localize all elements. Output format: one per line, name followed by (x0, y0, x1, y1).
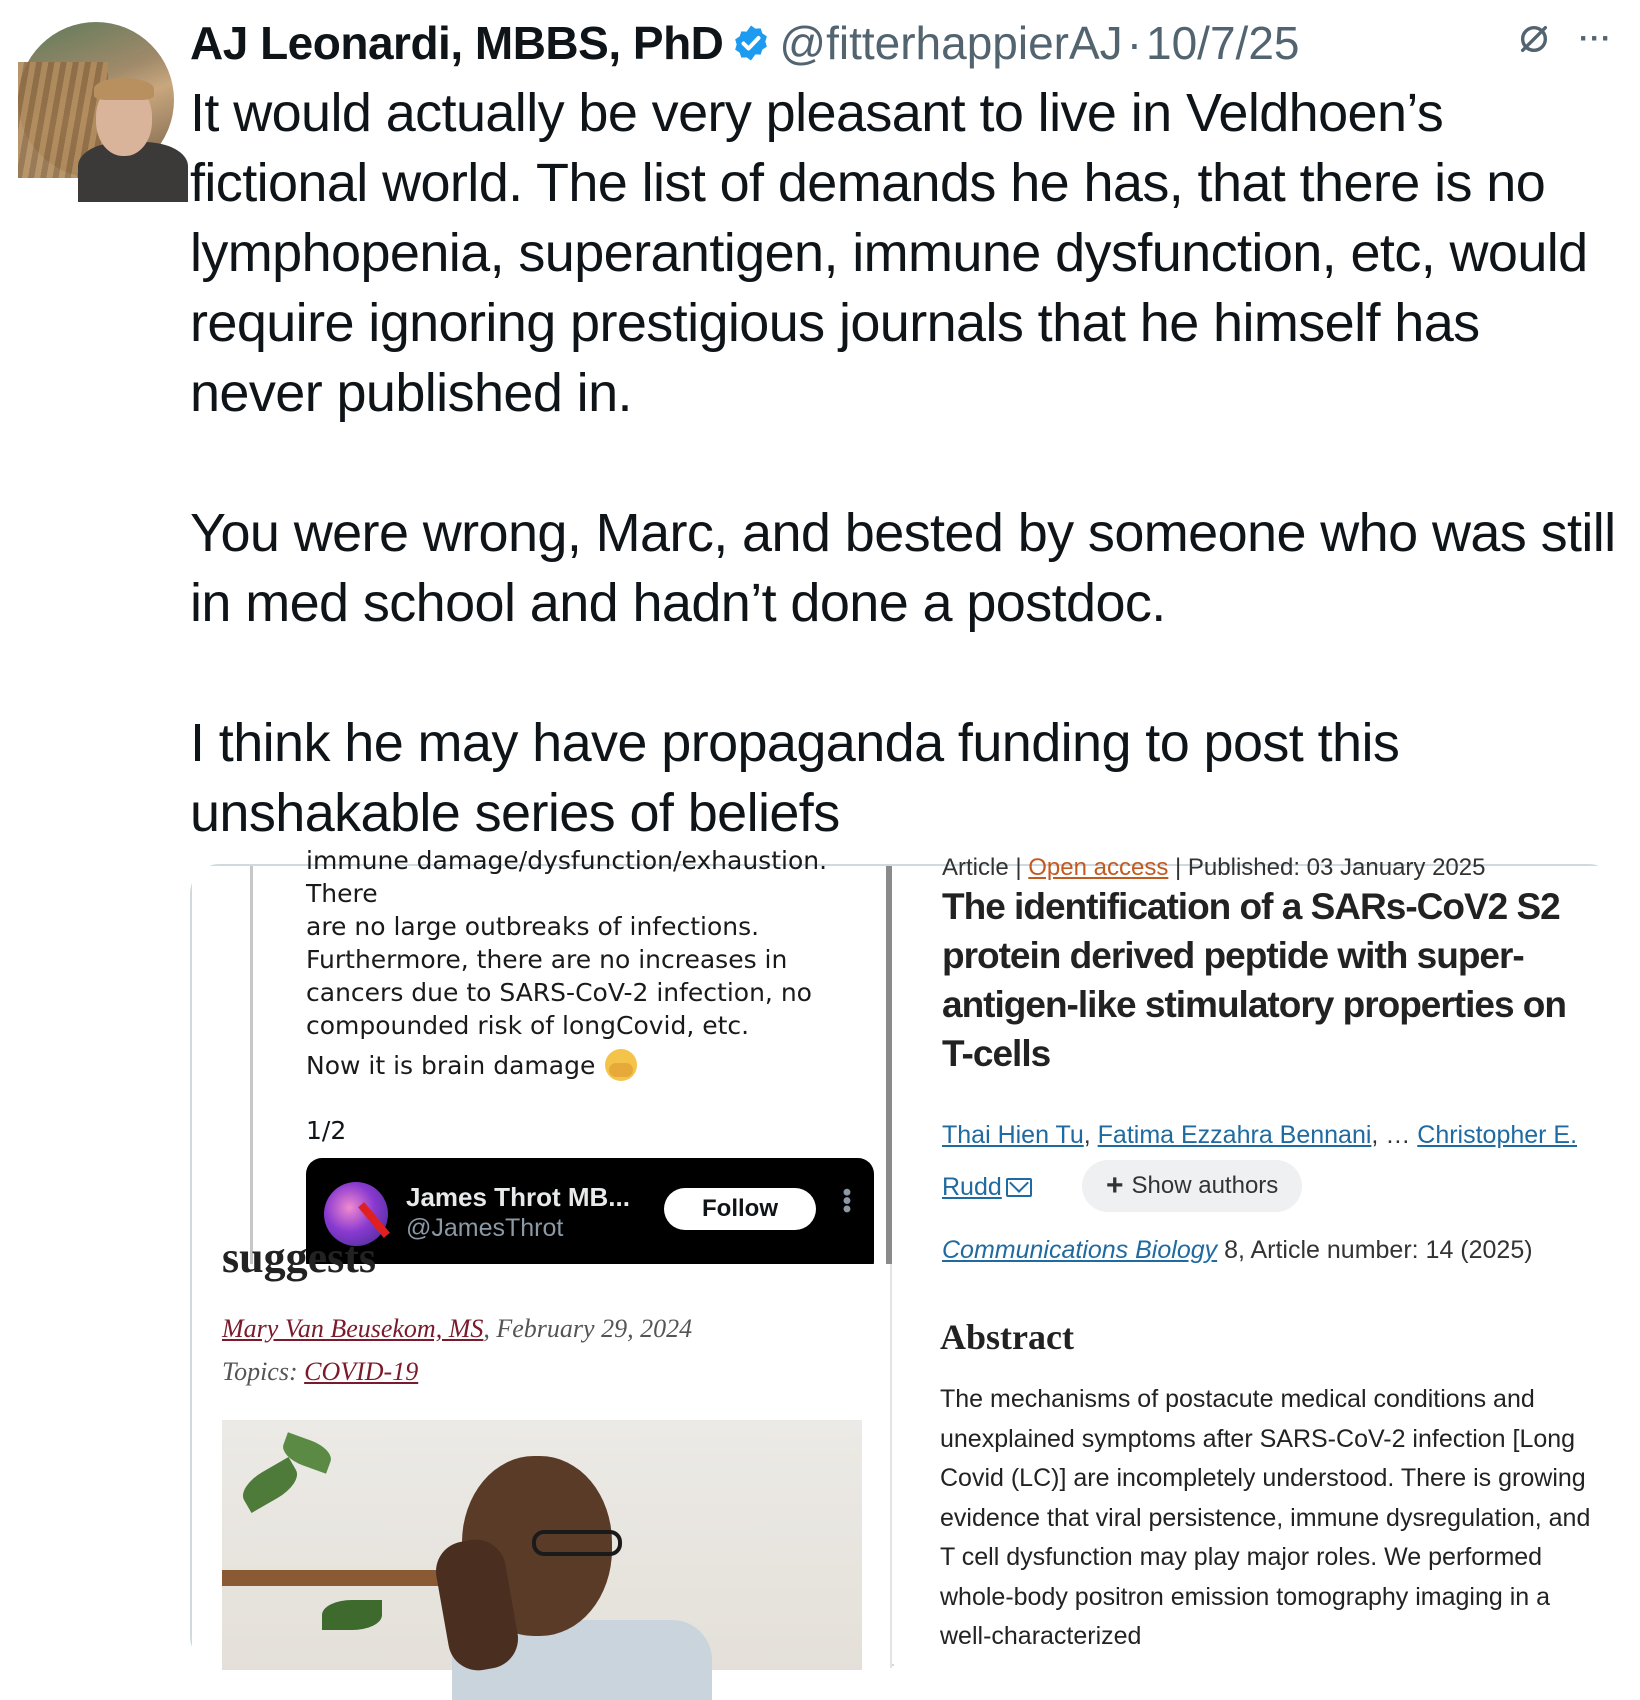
quoted-post-cut-line: immune damage/dysfunction/exhaustion. There (306, 846, 828, 908)
author-handle[interactable]: @fitterhappierAJ (779, 17, 1123, 69)
follow-button: Follow (664, 1188, 816, 1230)
verified-badge-icon[interactable] (731, 23, 771, 63)
news-author-link: Mary Van Beusekom, MS (222, 1314, 484, 1343)
news-topic-link: COVID-19 (304, 1357, 419, 1386)
tweet-text (190, 78, 1620, 848)
plus-icon: + (1106, 1169, 1124, 1202)
news-photo (222, 1420, 862, 1670)
profile-card (306, 1158, 874, 1278)
abstract-screenshot (894, 1264, 1620, 1668)
profile-card-name: James Throt MB... (406, 1182, 630, 1212)
facepalm-emoji-icon (605, 1049, 637, 1081)
header-actions (1517, 22, 1612, 56)
abstract-body: The mechanisms of postacute medical conditions and unexplained symptoms after SARS-CoV-2 infection [Long Covid (LC)] are incompletely understood. There is growing evidence that viral persistence, immune dysregulation, and T cell dysfunction may play major roles. We performed whole-body positron emission tomography imaging in a well-characterized (940, 1385, 1591, 1650)
news-article-screenshot (192, 1233, 892, 1668)
tweet-paragraph-1: It would actually be very pleasant to live in Veldhoen’s fictional world. The list of demands he has, that there is no lymphopenia, superantigen, immune dysfunction, etc, would require ignoring prestigious journals that he himself has never published in. (190, 83, 1588, 423)
published-date: Published: 03 January 2025 (1187, 854, 1486, 881)
abstract-title: Abstract (940, 1317, 1074, 1357)
author-link-3: Christopher E. Rudd (942, 1121, 1578, 1201)
article-title: The identification of a SARs-CoV2 S2 protein derived peptide with super-antigen-like stimulatory properties on T-cells (942, 886, 1567, 1074)
profile-card-more-icon: ••• (833, 1188, 860, 1214)
photo-person-glasses (532, 1530, 622, 1556)
thread-pager: 1/2 (306, 1116, 347, 1145)
photo-plant (322, 1600, 382, 1630)
show-authors-button (1082, 1160, 1302, 1212)
quoted-post-screenshot (192, 846, 892, 1264)
tweet-header (190, 14, 1300, 72)
article-screenshot (892, 854, 1620, 1264)
author-link-2: Fatima Ezzahra Bennani (1097, 1121, 1372, 1149)
quoted-post-body (306, 844, 866, 1042)
authors-ellipsis: , … (1371, 1121, 1418, 1149)
quoted-post-line (306, 1049, 637, 1081)
open-access-link: Open access (1028, 854, 1169, 881)
news-date: , February 29, 2024 (483, 1314, 693, 1343)
tweet-paragraph-3: I think he may have propaganda funding to post this unshakable series of beliefs (190, 713, 1400, 843)
media-collage[interactable] (190, 846, 1618, 1666)
grok-icon[interactable] (1517, 22, 1551, 56)
journal-citation (942, 1236, 1533, 1265)
photo-plant (237, 1457, 304, 1513)
header-separator: · (1126, 17, 1143, 69)
profile-card-handle: @JamesThrot (406, 1214, 564, 1242)
author-avatar[interactable] (18, 22, 174, 178)
article-type: Article (942, 854, 1009, 881)
article-meta: Article | Open access | Published: 03 January 2025 (942, 854, 1486, 881)
more-options-icon[interactable]: ··· (1579, 22, 1612, 55)
news-byline (222, 1314, 692, 1344)
tweet-paragraph-2: You were wrong, Marc, and bested by someone who was still in med school and hadn’t done a postdoc. (190, 503, 1616, 633)
tweet-date[interactable]: 10/7/25 (1146, 17, 1300, 69)
journal-link: Communications Biology (942, 1236, 1218, 1264)
quoted-post-text: are no large outbreaks of infections. Furthermore, there are no increases in cancers due to SARS-CoV-2 infection, no compounded risk of longCovid, etc. (306, 912, 812, 1040)
quoted-post-line-text: Now it is brain damage (306, 1050, 596, 1080)
news-topics-label: Topics: (222, 1357, 305, 1386)
journal-details: 8, Article number: 14 (2025) (1217, 1236, 1533, 1264)
author-name[interactable]: AJ Leonardi, MBBS, PhD (190, 17, 724, 69)
show-authors-label: Show authors (1131, 1172, 1279, 1199)
article-authors: Thai Hien Tu, Fatima Ezzahra Bennani, … Christopher E. Rudd (942, 1121, 1578, 1201)
avatar-hair (94, 78, 154, 100)
mail-icon (1006, 1178, 1032, 1197)
thread-line (250, 866, 253, 1264)
news-topics (222, 1357, 418, 1387)
news-cut-title: suggests (222, 1233, 377, 1282)
author-link-1: Thai Hien Tu (942, 1121, 1084, 1149)
